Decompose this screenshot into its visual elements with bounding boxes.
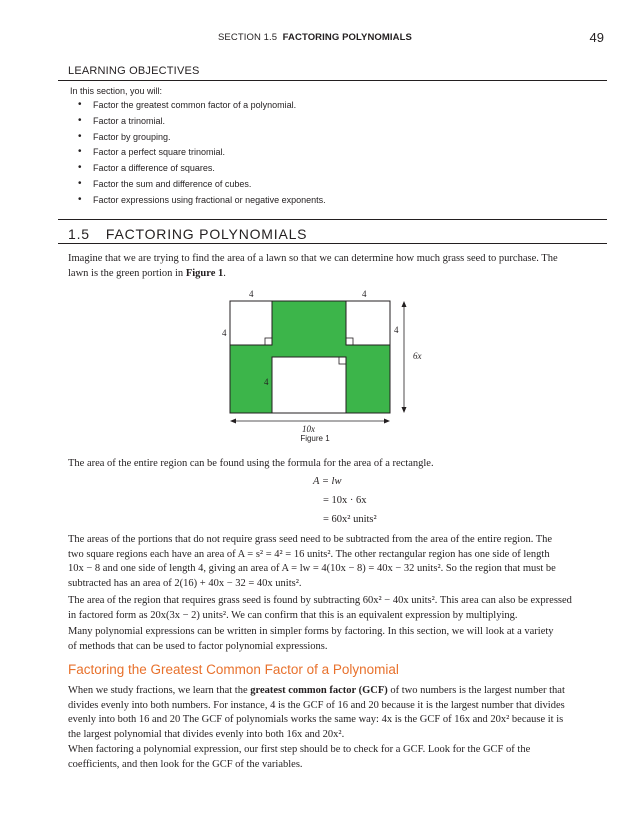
learning-objectives-intro: In this section, you will: bbox=[70, 86, 163, 96]
page-number: 49 bbox=[589, 30, 604, 45]
arrowhead bbox=[402, 301, 407, 307]
rectangle-bottom bbox=[272, 357, 346, 413]
section-number: 1.5 bbox=[68, 226, 90, 242]
learning-objectives-box bbox=[70, 86, 600, 211]
learning-objectives-title: LEARNING OBJECTIVES bbox=[68, 65, 200, 77]
objective-item: • Factor a perfect square trinomial. bbox=[70, 147, 600, 163]
section-heading bbox=[68, 226, 307, 242]
objective-item: • Factor the sum and difference of cubes. bbox=[70, 179, 600, 195]
objective-item: • Factor expressions using fractional or negative exponents. bbox=[70, 195, 600, 211]
label-top-left: 4 bbox=[249, 289, 254, 299]
arrowhead bbox=[384, 419, 390, 424]
label-width: 10x bbox=[302, 424, 315, 434]
portions-paragraph: The areas of the portions that do not require grass seed need to be subtracted from the area of the entire region. The two square regions each have an area of A = s² = 4² = 16 units². The other rectangular region has one side of length 10x − 8 and one side of length 4, giving an area of A = lw = 4(10x − 8) = 40x − 32 units². So the region that must be subtracted has an area of 2(16) + 40x − 32 = 40x units². bbox=[68, 534, 556, 589]
learning-objectives-list bbox=[70, 100, 600, 211]
gcf-paragraph: When we study fractions, we learn that the greatest common factor (GCF) of two numbers is the largest number that divides evenly into both numbers. For instance, 4 is the GCF of 16 and 20 because it is the largest number that divides evenly into both 16 and 20 The GCF of polynomials works the same way: 4x is the GCF of 16x and 20x² because it is the largest polynomial that divides evenly into both 16x and 20x². bbox=[68, 685, 565, 740]
lawn-diagram bbox=[0, 285, 630, 435]
running-header bbox=[0, 30, 630, 48]
objective-item: • Factor a difference of squares. bbox=[70, 163, 600, 179]
equation-2: = 10x · 6x bbox=[323, 495, 367, 506]
gcf-term: greatest common factor (GCF) bbox=[250, 685, 388, 696]
gcf-steps-paragraph: When factoring a polynomial expression, our first step should be to check for a GCF. Look for the GCF of the coefficients, and then look for the GCF of the variables. bbox=[68, 744, 531, 770]
subsection-title: Factoring the Greatest Common Factor of a Polynomial bbox=[68, 662, 399, 677]
objective-item: • Factor a trinomial. bbox=[70, 116, 600, 132]
objective-item: • Factor the greatest common factor of a polynomial. bbox=[70, 100, 600, 116]
intro-paragraph: Imagine that we are trying to find the area of a lawn so that we can determine how much grass seed to purchase. The lawn is the green portion in Figure 1. bbox=[68, 253, 558, 279]
label-top-right: 4 bbox=[362, 289, 367, 299]
area-paragraph: The area of the entire region can be found using the formula for the area of a rectangle. bbox=[68, 458, 434, 469]
header-section: SECTION 1.5 FACTORING POLYNOMIALS bbox=[218, 32, 412, 43]
label-height: 6x bbox=[413, 351, 422, 361]
objective-item: • Factor by grouping. bbox=[70, 132, 600, 148]
arrowhead bbox=[402, 407, 407, 413]
factoring-intro-paragraph: Many polynomial expressions can be written in simpler forms by factoring. In this section, we will look at a variety of methods that can be used to factor polynomial expressions. bbox=[68, 626, 554, 652]
section-top-rule bbox=[58, 219, 607, 220]
equation-3: = 60x² units² bbox=[323, 514, 377, 525]
label-inner: 4 bbox=[264, 377, 269, 387]
arrowhead bbox=[230, 419, 236, 424]
section-title: FACTORING POLYNOMIALS bbox=[105, 226, 308, 242]
equation-1: A = lw bbox=[313, 476, 342, 487]
grass-paragraph: The area of the region that requires grass seed is found by subtracting 60x² − 40x units². This area can also be expressed in factored form as 20x(3x − 2) units². We can confirm that this is an equivalent expression by multiplying. bbox=[68, 595, 572, 621]
learning-objectives-rule bbox=[58, 80, 607, 81]
label-right-inner: 4 bbox=[394, 325, 399, 335]
figure-caption: Figure 1 bbox=[300, 434, 330, 443]
section-bottom-rule bbox=[58, 243, 607, 244]
figure-reference: Figure 1 bbox=[185, 267, 224, 279]
label-left: 4 bbox=[222, 328, 227, 338]
